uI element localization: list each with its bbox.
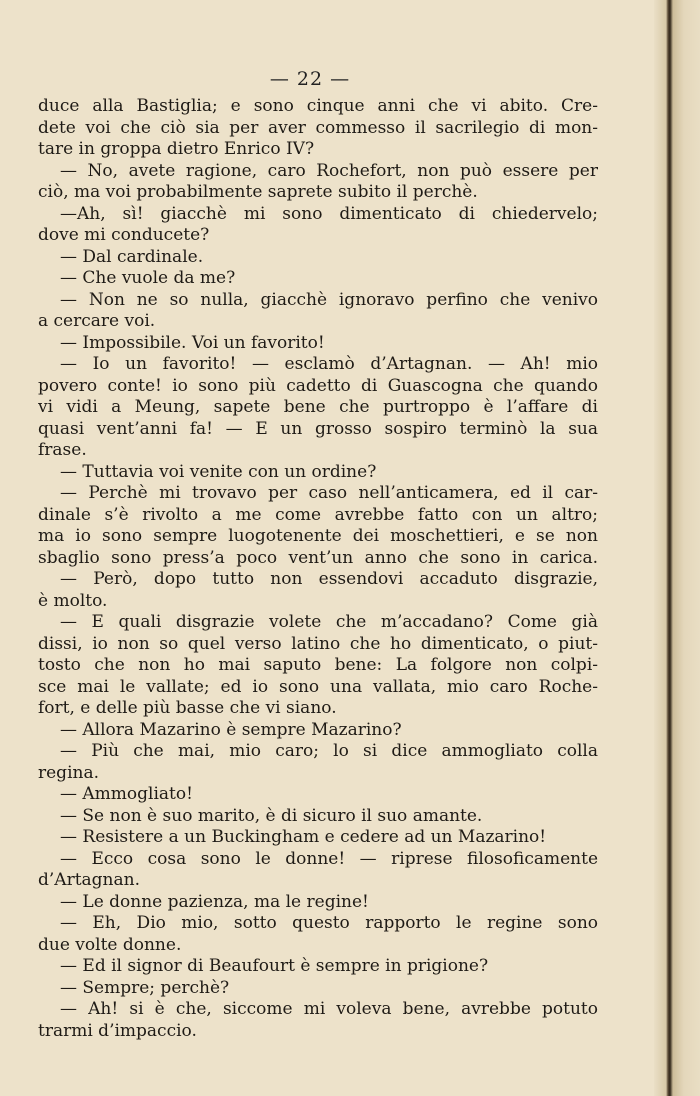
text-line: sbaglio sono press’a poco vent’un anno che sono in carica. (38, 547, 598, 568)
text-line: trarmi d’impaccio. (38, 1020, 197, 1041)
text-line: — Io un favorito! — esclamò d’Artagnan. — Ah! mio (60, 354, 598, 374)
text-line: vi vidi a Meung, sapete bene che purtroppo è l’affare di (38, 397, 598, 417)
text-line: — Però, dopo tutto non essendovi accaduto disgrazie, (60, 569, 598, 589)
text-line: povero conte! io sono più cadetto di Guascogna che quando (38, 375, 598, 396)
text-line: — Ammogliato! (60, 784, 193, 804)
text-line: — Più che mai, mio caro; lo si dice ammogliato colla (60, 741, 598, 761)
text-line: dove mi conducete? (38, 225, 210, 245)
text-line: ciò, ma voi probabilmente saprete subito il perchè. (38, 182, 478, 202)
text-line: dissi, io non so quel verso latino che ho dimenticato, o piut- (38, 633, 598, 654)
text-line: dinale s’è rivolto a me come avrebbe fatto con un altro; (38, 504, 598, 525)
text-line: —Ah, sì! giacchè mi sono dimenticato di chiedervelo; (60, 203, 598, 224)
text-line: — Ecco cosa sono le donne! — riprese filosoficamente (60, 848, 598, 869)
page-number: — 22 — (269, 68, 351, 90)
text-line: — Ah! si è che, siccome mi voleva bene, avrebbe potuto (60, 999, 598, 1019)
text-line: quasi vent’anni fa! — E un grosso sospiro terminò la sua (38, 418, 598, 439)
text-line: — No, avete ragione, caro Rochefort, non può essere per (60, 160, 598, 181)
text-line: — Non ne so nulla, giacchè ignoravo perfino che venivo (60, 289, 598, 310)
text-line: due volte donne. (38, 934, 182, 955)
text-line: ma io sono sempre luogotenente dei moschettieri, e se non (38, 526, 598, 546)
text-line: d’Artagnan. (38, 870, 140, 890)
text-line: — Le donne pazienza, ma le regine! (60, 891, 369, 912)
text-line: regina. (38, 762, 99, 783)
text-line: — Che vuole da me? (60, 268, 236, 288)
text-line: frase. (38, 440, 87, 460)
page-text (38, 96, 598, 1042)
text-line: tosto che non ho mai saputo bene: La folgore non colpi- (38, 655, 598, 675)
text-line: — Se non è suo marito, è di sicuro il suo amante. (60, 805, 483, 826)
text-line: — Resistere a un Buckingham e cedere ad un Mazarino! (60, 827, 547, 847)
book-gutter (654, 0, 700, 1096)
text-line: — Eh, Dio mio, sotto questo rapporto le regine sono (60, 913, 598, 933)
text-line: duce alla Bastiglia; e sono cinque anni che vi abito. Cre- (38, 96, 598, 116)
text-line: sce mai le vallate; ed io sono una vallata, mio caro Roche- (38, 676, 598, 697)
text-line: — E quali disgrazie volete che m’accadano? Come già (60, 612, 598, 632)
text-line: — Sempre; perchè? (60, 977, 230, 998)
text-line: — Perchè mi trovavo per caso nell’anticamera, ed il car- (60, 483, 598, 503)
text-line: — Ed il signor di Beaufourt è sempre in prigione? (60, 956, 489, 976)
text-line: — Dal cardinale. (60, 246, 204, 267)
text-line: a cercare voi. (38, 311, 156, 331)
text-line: tare in groppa dietro Enrico IV? (38, 139, 315, 159)
text-line: — Impossibile. Voi un favorito! (60, 332, 325, 353)
text-line: dete voi che ciò sia per aver commesso il sacrilegio di mon- (38, 117, 598, 138)
text-line: — Tuttavia voi venite con un ordine? (60, 461, 377, 482)
text-line: è molto. (38, 590, 108, 611)
text-line: — Allora Mazarino è sempre Mazarino? (60, 719, 402, 740)
text-line: fort, e delle più basse che vi siano. (38, 698, 337, 718)
